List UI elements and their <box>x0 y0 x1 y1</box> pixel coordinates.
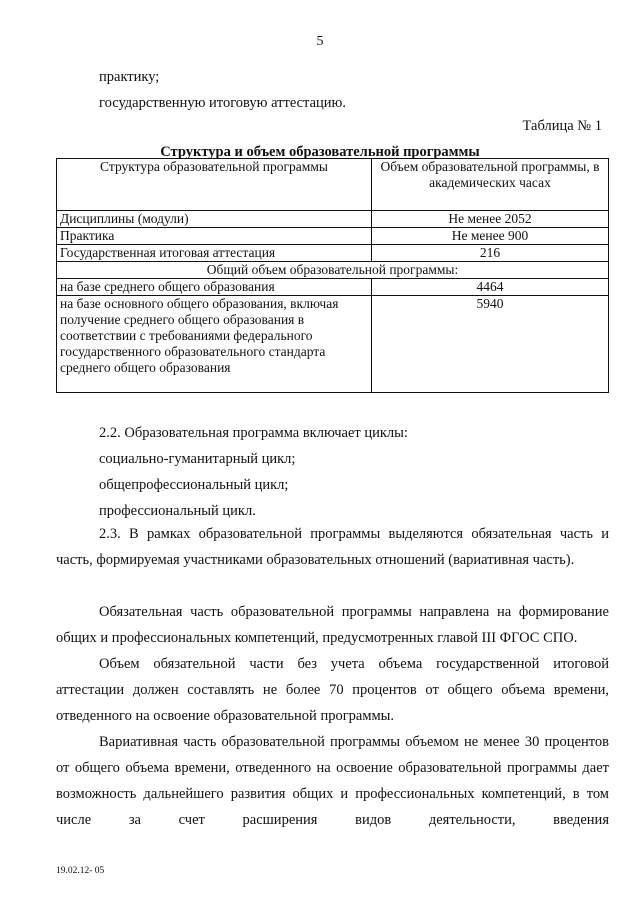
table-cell-value: 216 <box>372 245 609 262</box>
table-cell-value: 5940 <box>372 296 609 393</box>
table-cell-label: Дисциплины (модули) <box>57 211 372 228</box>
section-2-2-heading: 2.2. Образовательная программа включает циклы: <box>99 425 408 441</box>
table-cell-value: 4464 <box>372 279 609 296</box>
intro-line-1: практику; <box>99 69 160 85</box>
program-structure-table <box>56 158 609 393</box>
page-number: 5 <box>316 34 324 49</box>
table-title: Структура и объем образовательной программы <box>160 144 480 160</box>
table-row <box>57 211 609 228</box>
table-row <box>57 279 609 296</box>
table-cell-value: Не менее 900 <box>372 228 609 245</box>
table-header-cell: Структура образовательной программы <box>57 159 372 211</box>
table-row <box>57 228 609 245</box>
obligatory-part-paragraph: Обязательная часть образовательной программы направлена на формирование общих и профессиональных компетенций, предусмотренных главой III ФГОС СПО. <box>56 604 609 646</box>
table-cell-label: на базе основного общего образования, включая получение среднего общего образования в соответствии с требованиями федерального государственного образовательного стандарта среднего общего образования <box>57 296 372 393</box>
table-row <box>57 296 609 393</box>
table-cell-label: Практика <box>57 228 372 245</box>
obligatory-volume-paragraph: Объем обязательной части без учета объема государственной итоговой аттестации должен составлять не более 70 процентов от общего объема времени, отведенного на освоение образовательной программы. <box>56 656 609 724</box>
table-header-row <box>57 159 609 211</box>
table-header-cell: Объем образовательной программы, в академических часах <box>372 159 609 211</box>
table-row <box>57 245 609 262</box>
table-cell-label: Государственная итоговая аттестация <box>57 245 372 262</box>
cycle-item: общепрофессиональный цикл; <box>99 477 289 493</box>
cycle-item: профессиональный цикл. <box>99 503 256 519</box>
footer-code: 19.02.12- 05 <box>56 866 105 876</box>
table-cell-label: на базе среднего общего образования <box>57 279 372 296</box>
table-total-row <box>57 262 609 279</box>
table-caption: Таблица № 1 <box>522 118 602 134</box>
intro-line-2: государственную итоговую аттестацию. <box>99 95 346 111</box>
table-cell-value: Не менее 2052 <box>372 211 609 228</box>
table-total-label: Общий объем образовательной программы: <box>57 262 609 279</box>
cycle-item: социально-гуманитарный цикл; <box>99 451 296 467</box>
section-2-3-paragraph: 2.3. В рамках образовательной программы выделяются обязательная часть и часть, формируемая участниками образовательных отношений (вариативная часть). <box>56 526 609 568</box>
variative-part-paragraph: Вариативная часть образовательной программы объемом не менее 30 процентов от общего объема времени, отведенного на освоение образовательной программы дает возможность дальнейшего развития общих и профессиональных компетенций, в том числе за счет расширения видов деятельности, введения <box>56 734 609 828</box>
